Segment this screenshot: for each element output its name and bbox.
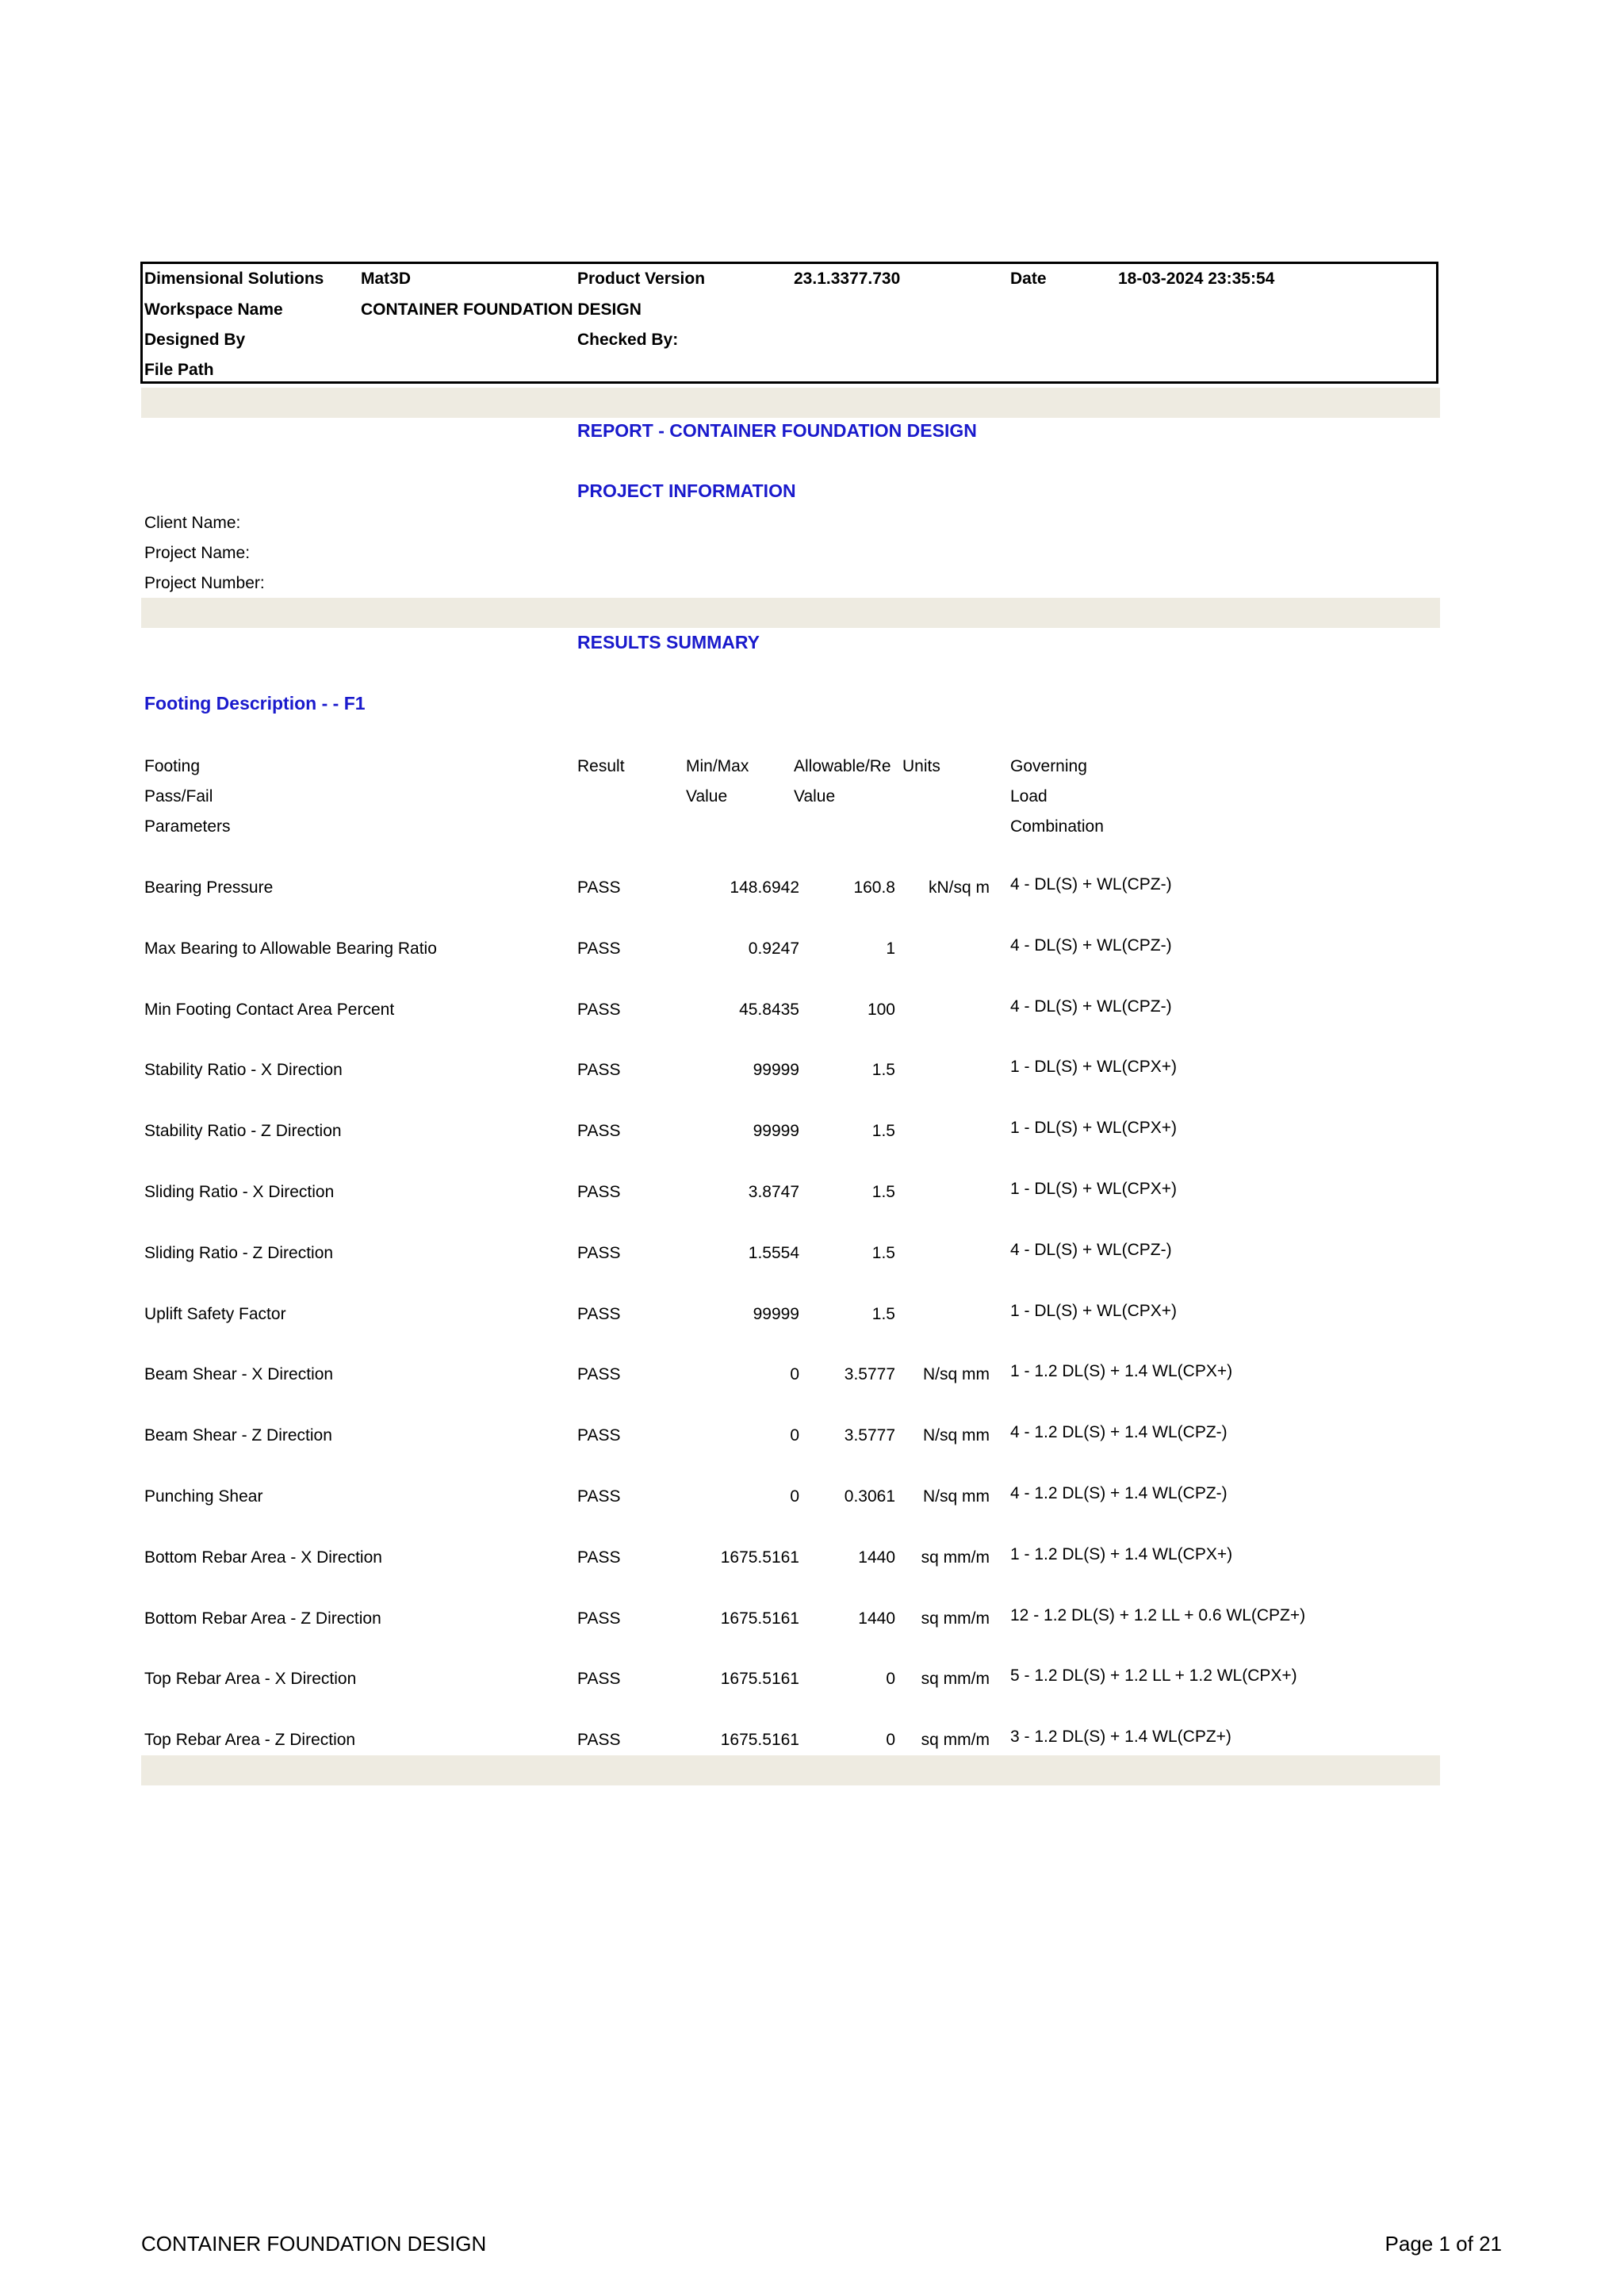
- row-minmax-value: 1.5554: [748, 1244, 799, 1262]
- row-governing-combination: 1 - DL(S) + WL(CPX+): [1010, 1180, 1178, 1198]
- row-result: PASS: [577, 1548, 621, 1567]
- row-result: PASS: [577, 1670, 621, 1688]
- row-units: sq mm/m: [921, 1670, 990, 1688]
- row-governing-combination: 4 - DL(S) + WL(CPZ-): [1010, 1241, 1172, 1259]
- row-allowable-value: 1.5: [871, 1122, 895, 1140]
- project-info-heading: PROJECT INFORMATION: [577, 480, 796, 501]
- col-header-param-3: Parameters: [144, 817, 231, 836]
- row-parameter: Uplift Safety Factor: [144, 1305, 286, 1323]
- separator-band: [141, 388, 1440, 418]
- row-parameter: Stability Ratio - Z Direction: [144, 1122, 342, 1140]
- row-allowable-value: 0.3061: [844, 1487, 895, 1506]
- row-governing-combination: 5 - 1.2 DL(S) + 1.2 LL + 1.2 WL(CPX+): [1010, 1667, 1297, 1685]
- row-parameter: Sliding Ratio - X Direction: [144, 1183, 335, 1201]
- date-label: Date: [1010, 270, 1047, 288]
- file-path-label: File Path: [144, 361, 214, 379]
- row-minmax-value: 1675.5161: [720, 1731, 799, 1749]
- company-name: Dimensional Solutions: [144, 270, 324, 288]
- row-allowable-value: 100: [867, 1001, 895, 1019]
- row-units: sq mm/m: [921, 1731, 990, 1749]
- row-minmax-value: 99999: [753, 1122, 799, 1140]
- row-minmax-value: 148.6942: [730, 878, 799, 897]
- row-parameter: Min Footing Contact Area Percent: [144, 1001, 395, 1019]
- row-allowable-value: 3.5777: [844, 1365, 895, 1383]
- row-units: kN/sq m: [928, 878, 990, 897]
- row-allowable-value: 1: [886, 939, 895, 958]
- row-parameter: Punching Shear: [144, 1487, 263, 1506]
- row-allowable-value: 160.8: [853, 878, 895, 897]
- separator-band: [141, 598, 1440, 628]
- row-result: PASS: [577, 1487, 621, 1506]
- row-governing-combination: 1 - 1.2 DL(S) + 1.4 WL(CPX+): [1010, 1545, 1233, 1563]
- row-allowable-value: 1.5: [871, 1061, 895, 1079]
- row-minmax-value: 0: [790, 1487, 799, 1506]
- row-governing-combination: 3 - 1.2 DL(S) + 1.4 WL(CPZ+): [1010, 1728, 1231, 1746]
- row-units: sq mm/m: [921, 1548, 990, 1567]
- row-parameter: Bottom Rebar Area - X Direction: [144, 1548, 382, 1567]
- col-header-minmax-2: Value: [686, 787, 728, 806]
- row-result: PASS: [577, 1609, 621, 1628]
- row-units: sq mm/m: [921, 1609, 990, 1628]
- product-version: 23.1.3377.730: [794, 270, 901, 288]
- row-result: PASS: [577, 878, 621, 897]
- row-governing-combination: 12 - 1.2 DL(S) + 1.2 LL + 0.6 WL(CPZ+): [1010, 1606, 1306, 1624]
- row-parameter: Sliding Ratio - Z Direction: [144, 1244, 334, 1262]
- separator-band: [141, 1755, 1440, 1785]
- row-units: N/sq mm: [923, 1426, 990, 1445]
- col-header-allowable-1: Allowable/Re: [794, 757, 891, 775]
- col-header-governing-3: Combination: [1010, 817, 1104, 836]
- row-minmax-value: 1675.5161: [720, 1548, 799, 1567]
- date-value: 18-03-2024 23:35:54: [1118, 270, 1275, 288]
- row-minmax-value: 0: [790, 1365, 799, 1383]
- row-allowable-value: 1.5: [871, 1183, 895, 1201]
- product-version-label: Product Version: [577, 270, 706, 288]
- product-name: Mat3D: [361, 270, 412, 288]
- row-units: N/sq mm: [923, 1365, 990, 1383]
- row-parameter: Bearing Pressure: [144, 878, 274, 897]
- row-result: PASS: [577, 1244, 621, 1262]
- col-header-param-1: Footing: [144, 757, 201, 775]
- row-result: PASS: [577, 1122, 621, 1140]
- col-header-governing-2: Load: [1010, 787, 1048, 806]
- row-result: PASS: [577, 1426, 621, 1445]
- row-governing-combination: 4 - DL(S) + WL(CPZ-): [1010, 875, 1172, 894]
- workspace-label: Workspace Name: [144, 300, 283, 319]
- col-header-units: Units: [902, 757, 940, 775]
- col-header-allowable-2: Value: [794, 787, 836, 806]
- row-minmax-value: 99999: [753, 1061, 799, 1079]
- row-result: PASS: [577, 1731, 621, 1749]
- row-governing-combination: 1 - DL(S) + WL(CPX+): [1010, 1119, 1178, 1137]
- row-governing-combination: 4 - 1.2 DL(S) + 1.4 WL(CPZ-): [1010, 1484, 1228, 1502]
- row-result: PASS: [577, 939, 621, 958]
- row-governing-combination: 4 - DL(S) + WL(CPZ-): [1010, 997, 1172, 1016]
- footing-description: Footing Description - - F1: [144, 693, 366, 714]
- row-parameter: Max Bearing to Allowable Bearing Ratio: [144, 939, 437, 958]
- results-summary-heading: RESULTS SUMMARY: [577, 632, 760, 652]
- project-number-label: Project Number:: [144, 574, 265, 592]
- row-result: PASS: [577, 1365, 621, 1383]
- row-parameter: Stability Ratio - X Direction: [144, 1061, 343, 1079]
- row-parameter: Beam Shear - Z Direction: [144, 1426, 332, 1445]
- row-governing-combination: 1 - 1.2 DL(S) + 1.4 WL(CPX+): [1010, 1362, 1233, 1380]
- row-governing-combination: 4 - DL(S) + WL(CPZ-): [1010, 936, 1172, 955]
- col-header-minmax-1: Min/Max: [686, 757, 749, 775]
- row-governing-combination: 1 - DL(S) + WL(CPX+): [1010, 1302, 1178, 1320]
- row-minmax-value: 99999: [753, 1305, 799, 1323]
- row-result: PASS: [577, 1061, 621, 1079]
- row-allowable-value: 1440: [858, 1609, 895, 1628]
- row-allowable-value: 0: [886, 1731, 895, 1749]
- row-units: N/sq mm: [923, 1487, 990, 1506]
- row-result: PASS: [577, 1183, 621, 1201]
- row-minmax-value: 45.8435: [739, 1001, 799, 1019]
- row-minmax-value: 3.8747: [748, 1183, 799, 1201]
- row-parameter: Top Rebar Area - X Direction: [144, 1670, 357, 1688]
- col-header-governing-1: Governing: [1010, 757, 1087, 775]
- project-name-label: Project Name:: [144, 544, 251, 562]
- page-number: Page 1 of 21: [1385, 2232, 1502, 2256]
- row-allowable-value: 3.5777: [844, 1426, 895, 1445]
- row-minmax-value: 0: [790, 1426, 799, 1445]
- designed-by-label: Designed By: [144, 331, 246, 349]
- row-allowable-value: 1440: [858, 1548, 895, 1567]
- workspace-name: CONTAINER FOUNDATION DESIGN: [361, 300, 642, 319]
- row-governing-combination: 1 - DL(S) + WL(CPX+): [1010, 1058, 1178, 1076]
- row-minmax-value: 0.9247: [748, 939, 799, 958]
- row-allowable-value: 1.5: [871, 1305, 895, 1323]
- col-header-param-2: Pass/Fail: [144, 787, 213, 806]
- row-allowable-value: 0: [886, 1670, 895, 1688]
- row-parameter: Beam Shear - X Direction: [144, 1365, 334, 1383]
- footer-title: CONTAINER FOUNDATION DESIGN: [141, 2232, 487, 2256]
- row-minmax-value: 1675.5161: [720, 1670, 799, 1688]
- row-result: PASS: [577, 1305, 621, 1323]
- row-result: PASS: [577, 1001, 621, 1019]
- row-allowable-value: 1.5: [871, 1244, 895, 1262]
- checked-by-label: Checked By:: [577, 331, 679, 349]
- col-header-result: Result: [577, 757, 625, 775]
- row-governing-combination: 4 - 1.2 DL(S) + 1.4 WL(CPZ-): [1010, 1423, 1228, 1441]
- client-name-label: Client Name:: [144, 514, 241, 532]
- row-minmax-value: 1675.5161: [720, 1609, 799, 1628]
- row-parameter: Bottom Rebar Area - Z Direction: [144, 1609, 381, 1628]
- report-title: REPORT - CONTAINER FOUNDATION DESIGN: [577, 420, 977, 441]
- row-parameter: Top Rebar Area - Z Direction: [144, 1731, 356, 1749]
